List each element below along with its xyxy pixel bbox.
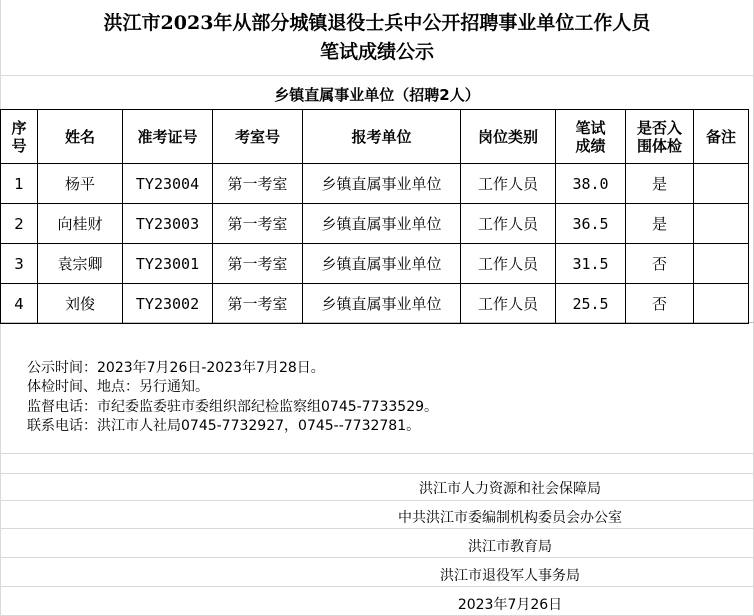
cell-note: [694, 284, 749, 324]
table-subtitle: 乡镇直属事业单位（招聘2人）: [274, 86, 480, 104]
cell-no: 4: [1, 284, 38, 324]
cell-note: [694, 204, 749, 244]
cell-no: 1: [1, 164, 38, 204]
notice-contact-phone: 联系电话：洪江市人社局0745-7732927，0745--7732781。: [27, 418, 421, 434]
page-title: 洪江市2023年从部分城镇退役士兵中公开招聘事业单位工作人员: [103, 12, 651, 34]
cell-ticket: TY23001: [123, 244, 213, 284]
header-unit: 报考单位: [303, 110, 461, 164]
cell-room: 第一考室: [213, 284, 303, 324]
cell-note: [694, 244, 749, 284]
cell-passed: 是: [626, 164, 694, 204]
notice-exam-info: 体检时间、地点：另行通知。: [27, 379, 209, 395]
cell-passed: 否: [626, 244, 694, 284]
table-row: [1, 244, 749, 284]
header-room: 考室号: [213, 110, 303, 164]
table-row: [1, 284, 749, 324]
cell-name: 袁宗卿: [38, 244, 123, 284]
cell-name: 刘俊: [38, 284, 123, 324]
table-row: [1, 204, 749, 244]
header-name: 姓名: [38, 110, 123, 164]
cell-category: 工作人员: [461, 164, 556, 204]
table-row: [1, 164, 749, 204]
cell-score: 31.5: [556, 244, 626, 284]
table-header-row: [1, 110, 749, 164]
cell-ticket: TY23002: [123, 284, 213, 324]
cell-unit: 乡镇直属事业单位: [303, 204, 461, 244]
cell-no: 3: [1, 244, 38, 284]
cell-ticket: TY23004: [123, 164, 213, 204]
scores-table: [0, 109, 749, 324]
cell-score: 38.0: [556, 164, 626, 204]
notice-publicity-time: 公示时间：2023年7月26日-2023年7月28日。: [27, 360, 325, 376]
cell-category: 工作人员: [461, 284, 556, 324]
cell-name: 向桂财: [38, 204, 123, 244]
footer-org-veterans-bureau: 洪江市退役军人事务局: [440, 568, 580, 584]
cell-score: 25.5: [556, 284, 626, 324]
footer-org-staffing-office: 中共洪江市委编制机构委员会办公室: [398, 510, 622, 526]
cell-unit: 乡镇直属事业单位: [303, 284, 461, 324]
header-passed: 是否入围体检: [626, 110, 694, 164]
cell-ticket: TY23003: [123, 204, 213, 244]
cell-category: 工作人员: [461, 244, 556, 284]
footer-org-hr-bureau: 洪江市人力资源和社会保障局: [419, 481, 601, 497]
cell-note: [694, 164, 749, 204]
footer-date: 2023年7月26日: [457, 597, 563, 613]
cell-room: 第一考室: [213, 204, 303, 244]
cell-category: 工作人员: [461, 204, 556, 244]
cell-room: 第一考室: [213, 244, 303, 284]
header-no: 序号: [1, 110, 38, 164]
cell-no: 2: [1, 204, 38, 244]
footer-org-education-bureau: 洪江市教育局: [468, 539, 552, 555]
cell-passed: 否: [626, 284, 694, 324]
cell-unit: 乡镇直属事业单位: [303, 164, 461, 204]
cell-passed: 是: [626, 204, 694, 244]
header-ticket: 准考证号: [123, 110, 213, 164]
cell-score: 36.5: [556, 204, 626, 244]
cell-unit: 乡镇直属事业单位: [303, 244, 461, 284]
header-note: 备注: [694, 110, 749, 164]
notice-supervision-phone: 监督电话：市纪委监委驻市委组织部纪检监察组0745-7733529。: [27, 399, 439, 415]
cell-room: 第一考室: [213, 164, 303, 204]
page-title-line2: 笔试成绩公示: [319, 41, 434, 63]
header-score: 笔试成绩: [556, 110, 626, 164]
cell-name: 杨平: [38, 164, 123, 204]
header-category: 岗位类别: [461, 110, 556, 164]
